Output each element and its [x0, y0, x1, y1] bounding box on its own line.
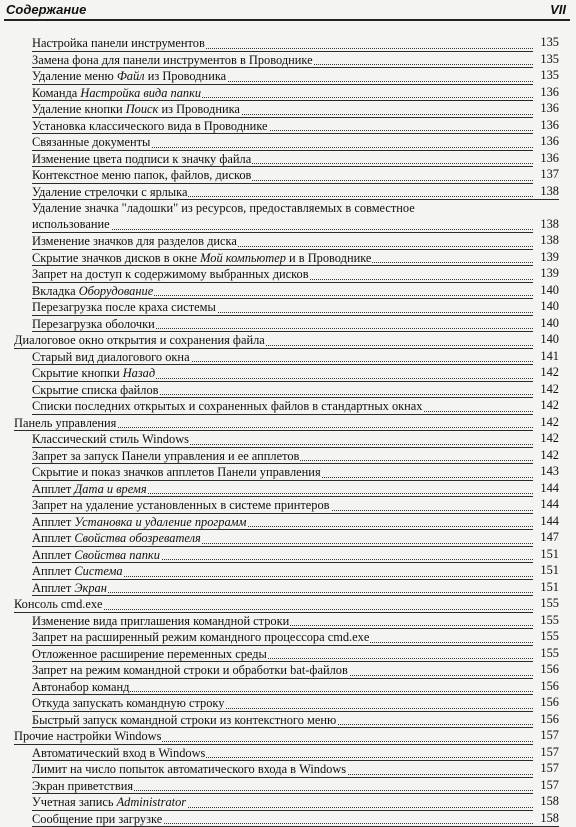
toc-entry-title: Контекстное меню папок, файлов, дисков: [32, 168, 252, 182]
toc-entry-title: Классический стиль Windows: [32, 432, 190, 446]
toc-entry-page: 142: [533, 397, 559, 414]
toc-entry-title-part: Апплет: [32, 515, 74, 529]
toc-entry-title: Консоль cmd.exe: [14, 597, 104, 611]
toc-entry: [32, 745, 559, 762]
toc-entry-page: 140: [533, 331, 559, 348]
toc-entry-page: 156: [533, 661, 559, 678]
toc-entry-page: 140: [533, 315, 559, 332]
toc-entry: [32, 233, 559, 250]
toc-entry-title: Панель управления: [14, 416, 117, 430]
toc-entry-page: 142: [533, 381, 559, 398]
toc-entry-title: [32, 284, 154, 298]
toc-entry-title: Запрет на режим командной строки и обработки bat-файлов: [32, 663, 349, 677]
toc-entry-page: 142: [533, 447, 559, 464]
toc-entry-title: Списки последних открытых и сохраненных файлов в стандартных окнах: [32, 399, 424, 413]
toc-entry: [32, 464, 559, 481]
toc-entry-page: 140: [533, 298, 559, 315]
toc-entry-title: [32, 86, 202, 100]
toc-entry-page: 151: [533, 546, 559, 563]
toc-entry-page: 137: [533, 166, 559, 183]
toc-entry-title: Старый вид диалогового окна: [32, 350, 191, 364]
toc-entry-title: Установка классического вида в Проводнике: [32, 119, 269, 133]
toc-entry: [32, 497, 559, 514]
toc-entry-page: 157: [533, 744, 559, 761]
toc-entry-page: 140: [533, 282, 559, 299]
toc-entry: [32, 481, 559, 498]
toc-entry: [32, 85, 559, 102]
toc-entry-title: Автонабор команд: [32, 680, 130, 694]
toc-entry-page: 142: [533, 364, 559, 381]
toc-entry: [32, 382, 559, 399]
toc-entry: [32, 448, 559, 465]
toc-entry-title: [32, 531, 202, 545]
toc-entry-title: Прочие настройки Windows: [14, 729, 162, 743]
toc-entry: [32, 646, 559, 663]
toc-entry-page: 136: [533, 117, 559, 134]
toc-entry: [32, 167, 559, 184]
toc-entry-page: 155: [533, 595, 559, 612]
toc-entry-title: [32, 102, 241, 116]
toc-entry: [32, 629, 559, 646]
toc-entry-title: [32, 366, 156, 380]
toc-entry-title: Связанные документы: [32, 135, 151, 149]
toc-entry-title-continued: использование: [32, 216, 111, 233]
toc-entry-page: 156: [533, 694, 559, 711]
page-number-roman: VII: [550, 2, 566, 17]
toc-entry-page: 136: [533, 100, 559, 117]
toc-entry-page: 157: [533, 777, 559, 794]
toc-entry: [32, 299, 559, 316]
toc-entry-title: Скрытие списка файлов: [32, 383, 160, 397]
toc-entry-page: 142: [533, 430, 559, 447]
toc-entry-title: Настройка панели инструментов: [32, 36, 206, 50]
toc-entry-page: 135: [533, 51, 559, 68]
toc-entry: [32, 316, 559, 333]
toc-entry-title: Запрет на доступ к содержимому выбранных дисков: [32, 267, 310, 281]
toc-entry-title-part: Удаление меню: [32, 69, 117, 83]
toc-entry-page: 155: [533, 612, 559, 629]
toc-entry-title: Изменение вида приглашения командной строки: [32, 614, 290, 628]
toc-entry: [32, 547, 559, 564]
toc-entry: [32, 514, 559, 531]
toc-entry: [32, 365, 559, 382]
toc-entry-page: 155: [533, 645, 559, 662]
toc-entry-title: Запрет за запуск Панели управления и ее апплетов: [32, 449, 300, 463]
toc-entry-page: 138: [533, 232, 559, 249]
toc-entry: [14, 728, 559, 745]
table-of-contents: [0, 35, 576, 827]
toc-entry: [32, 151, 559, 168]
toc-entry-title-italic: Настройка вида папки: [80, 86, 201, 100]
toc-entry: [32, 695, 559, 712]
toc-entry-page: 135: [533, 67, 559, 84]
toc-entry-page: 156: [533, 711, 559, 728]
toc-entry-page: 144: [533, 496, 559, 513]
toc-entry-title-italic: Administrator: [117, 795, 187, 809]
toc-entry-page: 136: [533, 150, 559, 167]
toc-entry: [32, 530, 559, 547]
toc-entry-page: 158: [533, 793, 559, 810]
toc-entry-page: 151: [533, 562, 559, 579]
toc-entry-title-italic: Дата и время: [74, 482, 146, 496]
toc-entry-title-italic: Оборудование: [79, 284, 154, 298]
toc-entry-page: 141: [533, 348, 559, 365]
toc-entry-title-part: Апплет: [32, 564, 74, 578]
toc-entry: [32, 35, 559, 52]
toc-entry-page: 158: [533, 810, 559, 827]
toc-entry-title: Удаление стрелочки с ярлыка: [32, 185, 188, 199]
toc-entry-title: [32, 548, 161, 562]
toc-entry-title: Перезагрузка после краха системы: [32, 300, 217, 314]
toc-entry-page: 143: [533, 463, 559, 480]
toc-entry-title: Запрет на удаление установленных в системе принтеров: [32, 498, 331, 512]
toc-entry-page: 139: [533, 265, 559, 282]
toc-entry-title: Скрытие и показ значков апплетов Панели управления: [32, 465, 322, 479]
toc-entry-page: 139: [533, 249, 559, 266]
toc-entry-title: Быстрый запуск командной строки из контекстного меню: [32, 713, 337, 727]
toc-entry-page: 156: [533, 678, 559, 695]
toc-entry: [32, 712, 559, 729]
toc-entry-title: [32, 581, 108, 595]
toc-entry-page: 147: [533, 529, 559, 546]
toc-entry: [32, 52, 559, 69]
toc-entry: [32, 200, 559, 233]
toc-entry: [32, 761, 559, 778]
toc-entry-page: 155: [533, 628, 559, 645]
toc-entry-title: Лимит на число попыток автоматического входа в Windows: [32, 762, 347, 776]
toc-entry-title-part: и в Проводнике: [286, 251, 372, 265]
toc-entry-title: [32, 251, 372, 265]
toc-entry: [32, 580, 559, 597]
toc-entry-title: Замена фона для панели инструментов в Проводнике: [32, 53, 314, 67]
toc-entry-page: 157: [533, 727, 559, 744]
toc-entry: [32, 563, 559, 580]
toc-entry-page: 144: [533, 480, 559, 497]
toc-entry-title-part: Скрытие значков дисков в окне: [32, 251, 200, 265]
toc-entry-title-part: Учетная запись: [32, 795, 117, 809]
toc-entry-title-italic: Система: [74, 564, 122, 578]
running-header: [4, 0, 570, 21]
toc-entry: [32, 266, 559, 283]
toc-entry-title-part: Вкладка: [32, 284, 79, 298]
toc-entry-title: Диалоговое окно открытия и сохранения файла: [14, 333, 266, 347]
toc-entry-page: 151: [533, 579, 559, 596]
toc-entry-title-italic: Свойства папки: [74, 548, 159, 562]
toc-entry: [32, 283, 559, 300]
section-title: Содержание: [6, 2, 86, 17]
toc-entry-page: 136: [533, 84, 559, 101]
toc-entry: [32, 398, 559, 415]
toc-entry: [32, 68, 559, 85]
toc-entry: [32, 662, 559, 679]
toc-entry: [32, 250, 559, 267]
toc-entry: [32, 349, 559, 366]
toc-entry: [32, 134, 559, 151]
toc-entry-page: 138: [533, 183, 559, 200]
toc-entry-title: Отложенное расширение переменных среды: [32, 647, 268, 661]
toc-entry-title: Удаление значка "ладошки" из ресурсов, предоставляемых в совместное: [32, 200, 559, 217]
toc-entry-title-italic: Мой компьютер: [200, 251, 286, 265]
toc-entry-title-part: из Проводника: [145, 69, 227, 83]
toc-entry: [32, 118, 559, 135]
toc-entry-page: 138: [533, 216, 559, 233]
toc-entry-title: [32, 564, 124, 578]
toc-entry-title-part: Скрытие кнопки: [32, 366, 123, 380]
toc-entry-title-part: из Проводника: [158, 102, 240, 116]
toc-entry-title: [32, 69, 227, 83]
toc-entry-page: 144: [533, 513, 559, 530]
toc-entry-title: [32, 795, 187, 809]
toc-entry: [32, 811, 559, 827]
toc-entry-title: Автоматический вход в Windows: [32, 746, 206, 760]
toc-entry-title-part: Удаление кнопки: [32, 102, 126, 116]
toc-entry-title: [32, 515, 247, 529]
toc-entry-title: Изменение цвета подписи к значку файла: [32, 152, 252, 166]
toc-entry-title-italic: Файл: [117, 69, 145, 83]
toc-entry-title: [32, 482, 148, 496]
toc-entry: [14, 596, 559, 613]
toc-entry: [32, 613, 559, 630]
toc-entry: [32, 794, 559, 811]
toc-entry-title-italic: Свойства обозревателя: [74, 531, 200, 545]
toc-entry-page: 135: [533, 34, 559, 51]
toc-entry: [32, 679, 559, 696]
toc-entry: [14, 332, 559, 349]
toc-entry-title-part: Команда: [32, 86, 80, 100]
toc-entry-page: 136: [533, 133, 559, 150]
toc-entry: [32, 184, 559, 201]
toc-entry-title-part: Апплет: [32, 581, 74, 595]
toc-entry-title-part: Апплет: [32, 482, 74, 496]
toc-entry-title-italic: Назад: [123, 366, 155, 380]
toc-entry-title-italic: Установка и удаление программ: [74, 515, 246, 529]
toc-entry: [32, 431, 559, 448]
toc-entry-title-part: Апплет: [32, 531, 74, 545]
toc-entry-title: Сообщение при загрузке: [32, 812, 163, 826]
toc-entry: [32, 778, 559, 795]
toc-entry-page: 157: [533, 760, 559, 777]
toc-entry-title: Перезагрузка оболочки: [32, 317, 156, 331]
toc-entry-title-italic: Экран: [74, 581, 106, 595]
toc-entry: [32, 101, 559, 118]
toc-entry-title-italic: Поиск: [126, 102, 159, 116]
toc-entry-title: Запрет на расширенный режим командного процессора cmd.exe: [32, 630, 370, 644]
toc-entry-title: Экран приветствия: [32, 779, 134, 793]
toc-entry-title: Изменение значков для разделов диска: [32, 234, 238, 248]
toc-entry: [14, 415, 559, 432]
toc-entry-title-part: Апплет: [32, 548, 74, 562]
toc-entry-title: Откуда запускать командную строку: [32, 696, 225, 710]
toc-entry-page: 142: [533, 414, 559, 431]
